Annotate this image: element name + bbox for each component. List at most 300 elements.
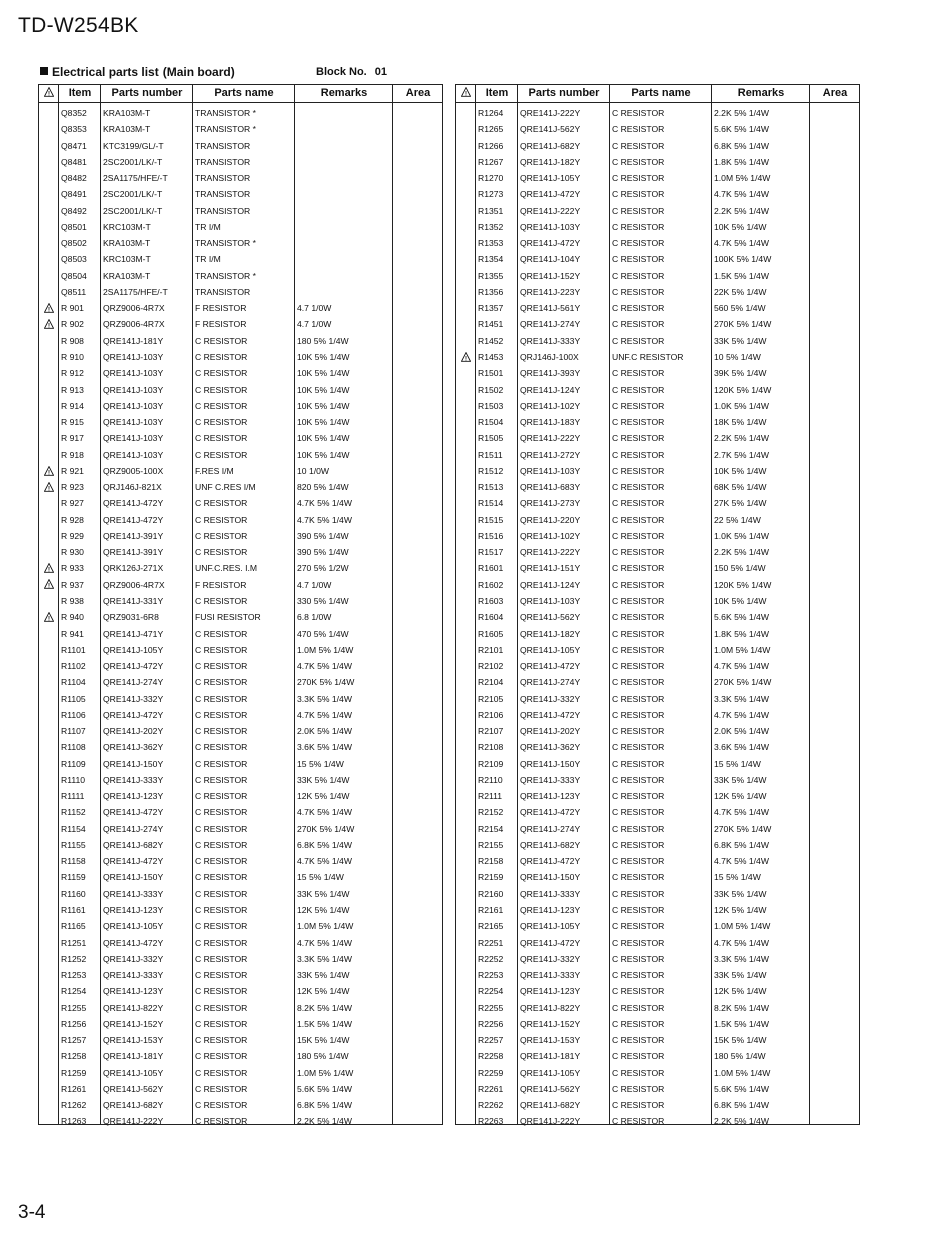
area-cell xyxy=(395,983,443,999)
area-cell xyxy=(395,170,443,186)
table-row xyxy=(39,138,442,154)
item-cell: R1110 xyxy=(61,774,86,785)
item-cell: Q8502 xyxy=(61,238,87,249)
header-part-number: Parts number xyxy=(111,87,183,99)
part-number-cell: QRE141J-222Y xyxy=(520,547,581,558)
table-row xyxy=(456,284,859,300)
item-cell: R1109 xyxy=(61,758,86,769)
part-number-cell: QRE141J-272Y xyxy=(520,449,581,460)
area-cell xyxy=(395,1097,443,1113)
item-cell: R 918 xyxy=(61,449,84,460)
table-row xyxy=(456,609,859,625)
warning-cell xyxy=(456,333,475,349)
area-cell xyxy=(395,918,443,934)
item-cell: R1605 xyxy=(478,628,504,639)
table-row xyxy=(39,284,442,300)
table-row xyxy=(39,398,442,414)
table-row xyxy=(456,121,859,137)
item-cell: R1273 xyxy=(478,189,504,200)
area-cell xyxy=(812,560,860,576)
remarks-cell: 4.7K 5% 1/4W xyxy=(297,498,352,509)
svg-text:!: ! xyxy=(47,323,50,330)
part-name-cell: C RESISTOR xyxy=(195,986,248,997)
area-cell xyxy=(395,1113,443,1129)
warning-cell xyxy=(39,642,58,658)
warning-cell xyxy=(39,333,58,349)
table-body xyxy=(456,105,859,1130)
item-cell: R1105 xyxy=(61,693,86,704)
part-name-cell: C RESISTOR xyxy=(612,400,665,411)
remarks-cell: 4.7K 5% 1/4W xyxy=(297,514,352,525)
part-number-cell: QRE141J-333Y xyxy=(520,888,581,899)
warning-cell xyxy=(39,935,58,951)
remarks-cell: 2.2K 5% 1/4W xyxy=(714,1116,769,1127)
area-cell xyxy=(812,983,860,999)
item-cell: R1154 xyxy=(61,823,86,834)
part-name-cell: C RESISTOR xyxy=(612,286,665,297)
remarks-cell: 3.6K 5% 1/4W xyxy=(714,742,769,753)
item-cell: R1264 xyxy=(478,108,504,118)
part-name-cell: C RESISTOR xyxy=(612,791,665,802)
part-name-cell: TRANSISTOR xyxy=(195,205,251,216)
part-number-cell: QRE141J-102Y xyxy=(520,400,581,411)
part-name-cell: F.RES I/M xyxy=(195,465,234,476)
table-row xyxy=(39,772,442,788)
area-cell xyxy=(812,138,860,154)
warning-cell xyxy=(456,463,475,479)
warning-triangle-icon xyxy=(456,349,475,365)
warning-cell xyxy=(39,983,58,999)
part-name-cell: C RESISTOR xyxy=(612,547,665,558)
part-number-cell: QRE141J-153Y xyxy=(520,1035,581,1046)
area-cell xyxy=(812,674,860,690)
table-row xyxy=(39,723,442,739)
remarks-cell xyxy=(297,251,393,267)
table-row xyxy=(456,414,859,430)
model-number: TD-W254BK xyxy=(18,14,139,37)
part-number-cell: QRE141J-822Y xyxy=(520,1002,581,1013)
part-name-cell: TRANSISTOR xyxy=(195,173,251,184)
table-row xyxy=(456,349,859,365)
part-number-cell: QRE141J-103Y xyxy=(103,433,164,444)
part-name-cell: C RESISTOR xyxy=(612,872,665,883)
area-cell xyxy=(395,626,443,642)
area-cell xyxy=(812,804,860,820)
part-name-cell: C RESISTOR xyxy=(195,661,248,672)
table-row xyxy=(39,983,442,999)
part-name-cell: C RESISTOR xyxy=(612,677,665,688)
part-number-cell: QRE141J-220Y xyxy=(520,514,581,525)
part-number-cell: QRE141J-103Y xyxy=(103,368,164,379)
part-number-cell: QRE141J-181Y xyxy=(103,335,164,346)
part-name-cell: C RESISTOR xyxy=(612,742,665,753)
warning-cell xyxy=(39,365,58,381)
table-row xyxy=(39,512,442,528)
part-name-cell: TRANSISTOR * xyxy=(195,270,256,281)
remarks-cell: 3.3K 5% 1/4W xyxy=(714,693,769,704)
warning-cell xyxy=(39,268,58,284)
table-row xyxy=(39,447,442,463)
warning-cell xyxy=(39,447,58,463)
item-cell: R 930 xyxy=(61,547,84,558)
item-cell: R 921 xyxy=(61,465,84,476)
part-name-cell: C RESISTOR xyxy=(612,1116,665,1127)
table-row xyxy=(456,902,859,918)
warning-cell xyxy=(39,626,58,642)
item-cell: R1257 xyxy=(61,1035,87,1046)
area-cell xyxy=(812,1065,860,1081)
table-row xyxy=(39,349,442,365)
part-number-cell: QRE141J-105Y xyxy=(103,644,164,655)
item-cell: Q8501 xyxy=(61,221,87,232)
part-name-cell: C RESISTOR xyxy=(195,742,248,753)
part-name-cell: C RESISTOR xyxy=(612,774,665,785)
area-cell xyxy=(395,479,443,495)
area-cell xyxy=(812,333,860,349)
item-cell: R1158 xyxy=(61,856,86,867)
warning-cell xyxy=(39,219,58,235)
header-warning-icon xyxy=(39,85,58,102)
warning-cell xyxy=(456,658,475,674)
part-number-cell: QRE141J-222Y xyxy=(520,108,581,118)
part-number-cell: QRE141J-472Y xyxy=(103,937,164,948)
svg-text:!: ! xyxy=(47,616,50,622)
part-name-cell: C RESISTOR xyxy=(612,970,665,981)
part-number-cell: QRE141J-682Y xyxy=(520,140,581,151)
area-cell xyxy=(812,219,860,235)
table-row xyxy=(39,577,442,593)
part-name-cell: C RESISTOR xyxy=(612,303,665,314)
warning-cell xyxy=(39,1081,58,1097)
warning-cell xyxy=(456,739,475,755)
part-name-cell: C RESISTOR xyxy=(612,189,665,200)
table-row xyxy=(39,658,442,674)
item-cell: R1165 xyxy=(61,921,86,932)
table-row xyxy=(39,1065,442,1081)
area-cell xyxy=(395,138,443,154)
part-name-cell: C RESISTOR xyxy=(612,888,665,899)
table-row xyxy=(456,1048,859,1064)
warning-cell xyxy=(456,626,475,642)
part-number-cell: QRE141J-123Y xyxy=(520,905,581,916)
remarks-cell: 4.7K 5% 1/4W xyxy=(714,709,769,720)
part-number-cell: QRJ146J-100X xyxy=(520,351,579,362)
area-cell xyxy=(395,886,443,902)
table-row xyxy=(456,495,859,511)
part-number-cell: QRE141J-105Y xyxy=(520,644,581,655)
area-cell xyxy=(812,951,860,967)
item-cell: R1453 xyxy=(478,351,504,362)
part-number-cell: QRE141J-333Y xyxy=(520,970,581,981)
table-row xyxy=(39,170,442,186)
area-cell xyxy=(395,495,443,511)
item-cell: R1451 xyxy=(478,319,504,330)
table-row xyxy=(456,1081,859,1097)
area-cell xyxy=(395,1065,443,1081)
item-cell: R2104 xyxy=(478,677,504,688)
warning-cell xyxy=(456,577,475,593)
item-cell: R 910 xyxy=(61,351,84,362)
area-cell xyxy=(395,316,443,332)
table-row xyxy=(456,1113,859,1129)
part-number-cell: QRE141J-472Y xyxy=(103,807,164,818)
area-cell xyxy=(812,739,860,755)
remarks-cell: 4.7 1/0W xyxy=(297,579,332,590)
table-row xyxy=(456,739,859,755)
item-cell: R2262 xyxy=(478,1100,504,1111)
table-row xyxy=(39,105,442,121)
remarks-cell: 6.8K 5% 1/4W xyxy=(714,140,769,151)
item-cell: R1356 xyxy=(478,286,504,297)
remarks-cell: 68K 5% 1/4W xyxy=(714,482,767,493)
remarks-cell: 1.5K 5% 1/4W xyxy=(714,270,769,281)
part-name-cell: TRANSISTOR xyxy=(195,140,251,151)
part-name-cell: C RESISTOR xyxy=(195,970,248,981)
item-cell: R2257 xyxy=(478,1035,504,1046)
table-row xyxy=(39,1032,442,1048)
remarks-cell xyxy=(297,105,393,121)
warning-cell xyxy=(39,512,58,528)
table-row xyxy=(456,772,859,788)
part-name-cell: C RESISTOR xyxy=(612,108,665,118)
item-cell: R1159 xyxy=(61,872,86,883)
area-cell xyxy=(395,739,443,755)
part-number-cell: QRE141J-274Y xyxy=(520,823,581,834)
remarks-cell: 270K 5% 1/4W xyxy=(297,823,355,834)
item-cell: R1266 xyxy=(478,140,504,151)
table-row xyxy=(456,1065,859,1081)
warning-cell xyxy=(39,869,58,885)
remarks-cell: 10K 5% 1/4W xyxy=(297,368,350,379)
area-cell xyxy=(395,869,443,885)
warning-cell xyxy=(456,544,475,560)
item-cell: R1253 xyxy=(61,970,87,981)
area-cell xyxy=(395,333,443,349)
part-number-cell: QRE141J-472Y xyxy=(520,856,581,867)
part-name-cell: C RESISTOR xyxy=(195,807,248,818)
warning-triangle-icon xyxy=(39,577,58,593)
remarks-cell: 2.2K 5% 1/4W xyxy=(714,108,769,118)
item-cell: Q8352 xyxy=(61,108,87,118)
area-cell xyxy=(812,821,860,837)
warning-cell xyxy=(456,1113,475,1129)
item-cell: R2109 xyxy=(478,758,504,769)
part-number-cell: QRE141J-202Y xyxy=(520,726,581,737)
area-cell xyxy=(812,658,860,674)
warning-cell xyxy=(456,268,475,284)
part-name-cell: C RESISTOR xyxy=(195,1116,248,1127)
item-cell: R 915 xyxy=(61,417,84,428)
part-name-cell: C RESISTOR xyxy=(612,368,665,379)
part-number-cell: QRE141J-123Y xyxy=(103,905,164,916)
warning-triangle-icon xyxy=(39,316,58,332)
item-cell: R1517 xyxy=(478,547,504,558)
area-cell xyxy=(812,544,860,560)
remarks-cell: 120K 5% 1/4W xyxy=(714,384,772,395)
area-cell xyxy=(812,642,860,658)
item-cell: R 929 xyxy=(61,530,84,541)
part-number-cell: QRE141J-333Y xyxy=(103,970,164,981)
part-number-cell: QRE141J-222Y xyxy=(520,433,581,444)
warning-cell xyxy=(456,1000,475,1016)
warning-cell xyxy=(456,691,475,707)
part-name-cell: C RESISTOR xyxy=(612,482,665,493)
table-row xyxy=(456,382,859,398)
area-cell xyxy=(395,1032,443,1048)
part-name-cell: C RESISTOR xyxy=(612,628,665,639)
warning-cell xyxy=(39,756,58,772)
item-cell: R1258 xyxy=(61,1051,87,1062)
table-row xyxy=(456,430,859,446)
warning-cell xyxy=(456,951,475,967)
part-number-cell: QRE141J-103Y xyxy=(103,384,164,395)
part-number-cell: QRE141J-222Y xyxy=(520,1116,581,1127)
remarks-cell: 12K 5% 1/4W xyxy=(297,905,350,916)
area-cell xyxy=(812,1097,860,1113)
part-number-cell: QRE141J-152Y xyxy=(520,1018,581,1029)
warning-triangle-icon xyxy=(39,463,58,479)
item-cell: R2102 xyxy=(478,661,504,672)
part-number-cell: QRE141J-332Y xyxy=(520,693,581,704)
item-cell: R2254 xyxy=(478,986,504,997)
part-number-cell: QRE141J-333Y xyxy=(103,774,164,785)
item-cell: R 902 xyxy=(61,319,84,330)
warning-cell xyxy=(456,495,475,511)
area-cell xyxy=(395,609,443,625)
remarks-cell: 33K 5% 1/4W xyxy=(714,888,767,899)
header-part-name: Parts name xyxy=(214,87,274,99)
area-cell xyxy=(812,626,860,642)
table-row xyxy=(39,219,442,235)
item-cell: R 933 xyxy=(61,563,84,574)
table-row xyxy=(39,674,442,690)
item-cell: Q8511 xyxy=(61,286,87,297)
remarks-cell: 10K 5% 1/4W xyxy=(714,595,767,606)
remarks-cell: 560 5% 1/4W xyxy=(714,303,766,314)
part-number-cell: KRA103M-T xyxy=(103,124,151,135)
part-number-cell: QRE141J-123Y xyxy=(103,986,164,997)
area-cell xyxy=(812,1113,860,1129)
part-name-cell: F RESISTOR xyxy=(195,579,247,590)
remarks-cell: 4.7K 5% 1/4W xyxy=(297,856,352,867)
area-cell xyxy=(395,300,443,316)
warning-cell xyxy=(456,609,475,625)
header-item: Item xyxy=(485,87,509,99)
svg-text:!: ! xyxy=(47,583,50,590)
warning-cell xyxy=(39,1000,58,1016)
table-row xyxy=(456,691,859,707)
item-cell: R1516 xyxy=(478,530,504,541)
remarks-cell: 3.3K 5% 1/4W xyxy=(297,693,352,704)
table-row xyxy=(39,430,442,446)
table-row xyxy=(456,251,859,267)
warning-cell xyxy=(456,1097,475,1113)
item-cell: R 941 xyxy=(61,628,84,639)
table-row xyxy=(39,382,442,398)
area-cell xyxy=(812,154,860,170)
table-row xyxy=(456,756,859,772)
part-name-cell: TR I/M xyxy=(195,221,221,232)
item-cell: R 912 xyxy=(61,368,84,379)
area-cell xyxy=(812,967,860,983)
list-title: Electrical parts list xyxy=(52,65,159,79)
part-number-cell: QRE141J-562Y xyxy=(520,1083,581,1094)
area-cell xyxy=(812,902,860,918)
item-cell: Q8504 xyxy=(61,270,87,281)
area-cell xyxy=(812,1016,860,1032)
part-name-cell: UNF.C RESISTOR xyxy=(612,351,684,362)
remarks-cell: 10K 5% 1/4W xyxy=(297,449,350,460)
part-number-cell: KRC103M-T xyxy=(103,254,151,265)
remarks-cell: 33K 5% 1/4W xyxy=(297,774,350,785)
remarks-cell: 12K 5% 1/4W xyxy=(714,986,767,997)
part-name-cell: C RESISTOR xyxy=(195,1035,248,1046)
item-cell: R1601 xyxy=(478,563,504,574)
table-row xyxy=(456,1000,859,1016)
item-cell: R2101 xyxy=(478,644,504,655)
part-number-cell: QRE141J-103Y xyxy=(103,449,164,460)
part-name-cell: C RESISTOR xyxy=(612,270,665,281)
part-number-cell: QRE141J-472Y xyxy=(520,807,581,818)
area-cell xyxy=(395,560,443,576)
table-row xyxy=(456,560,859,576)
area-cell xyxy=(812,121,860,137)
area-cell xyxy=(395,691,443,707)
area-cell xyxy=(812,170,860,186)
part-number-cell: QRE141J-562Y xyxy=(520,612,581,623)
part-name-cell: C RESISTOR xyxy=(612,823,665,834)
warning-cell xyxy=(39,430,58,446)
part-number-cell: QRE141J-274Y xyxy=(520,319,581,330)
item-cell: R 937 xyxy=(61,579,84,590)
warning-cell xyxy=(39,544,58,560)
area-cell xyxy=(395,203,443,219)
area-cell xyxy=(812,1000,860,1016)
table-row xyxy=(39,560,442,576)
item-cell: R1501 xyxy=(478,368,504,379)
area-cell xyxy=(812,512,860,528)
part-number-cell: 2SA1175/HFE/-T xyxy=(103,286,168,297)
remarks-cell xyxy=(297,203,393,219)
table-row xyxy=(456,626,859,642)
remarks-cell: 820 5% 1/4W xyxy=(297,482,349,493)
table-row xyxy=(456,365,859,381)
remarks-cell: 33K 5% 1/4W xyxy=(297,888,350,899)
part-number-cell: QRE141J-333Y xyxy=(520,335,581,346)
table-row xyxy=(456,869,859,885)
part-name-cell: C RESISTOR xyxy=(195,1018,248,1029)
area-cell xyxy=(812,203,860,219)
item-cell: R2251 xyxy=(478,937,504,948)
part-number-cell: QRE141J-472Y xyxy=(103,709,164,720)
item-cell: R1160 xyxy=(61,888,86,899)
remarks-cell: 1.0M 5% 1/4W xyxy=(297,921,354,932)
part-name-cell: C RESISTOR xyxy=(612,433,665,444)
warning-cell xyxy=(39,951,58,967)
part-number-cell: QRE141J-150Y xyxy=(520,758,581,769)
item-cell: R1351 xyxy=(478,205,504,216)
part-name-cell: C RESISTOR xyxy=(612,1067,665,1078)
table-row xyxy=(456,804,859,820)
item-cell: R1502 xyxy=(478,384,504,395)
part-name-cell: C RESISTOR xyxy=(612,807,665,818)
item-cell: R2259 xyxy=(478,1067,504,1078)
area-cell xyxy=(395,430,443,446)
part-name-cell: C RESISTOR xyxy=(612,905,665,916)
remarks-cell: 18K 5% 1/4W xyxy=(714,417,767,428)
area-cell xyxy=(395,577,443,593)
remarks-cell: 270K 5% 1/4W xyxy=(714,677,772,688)
